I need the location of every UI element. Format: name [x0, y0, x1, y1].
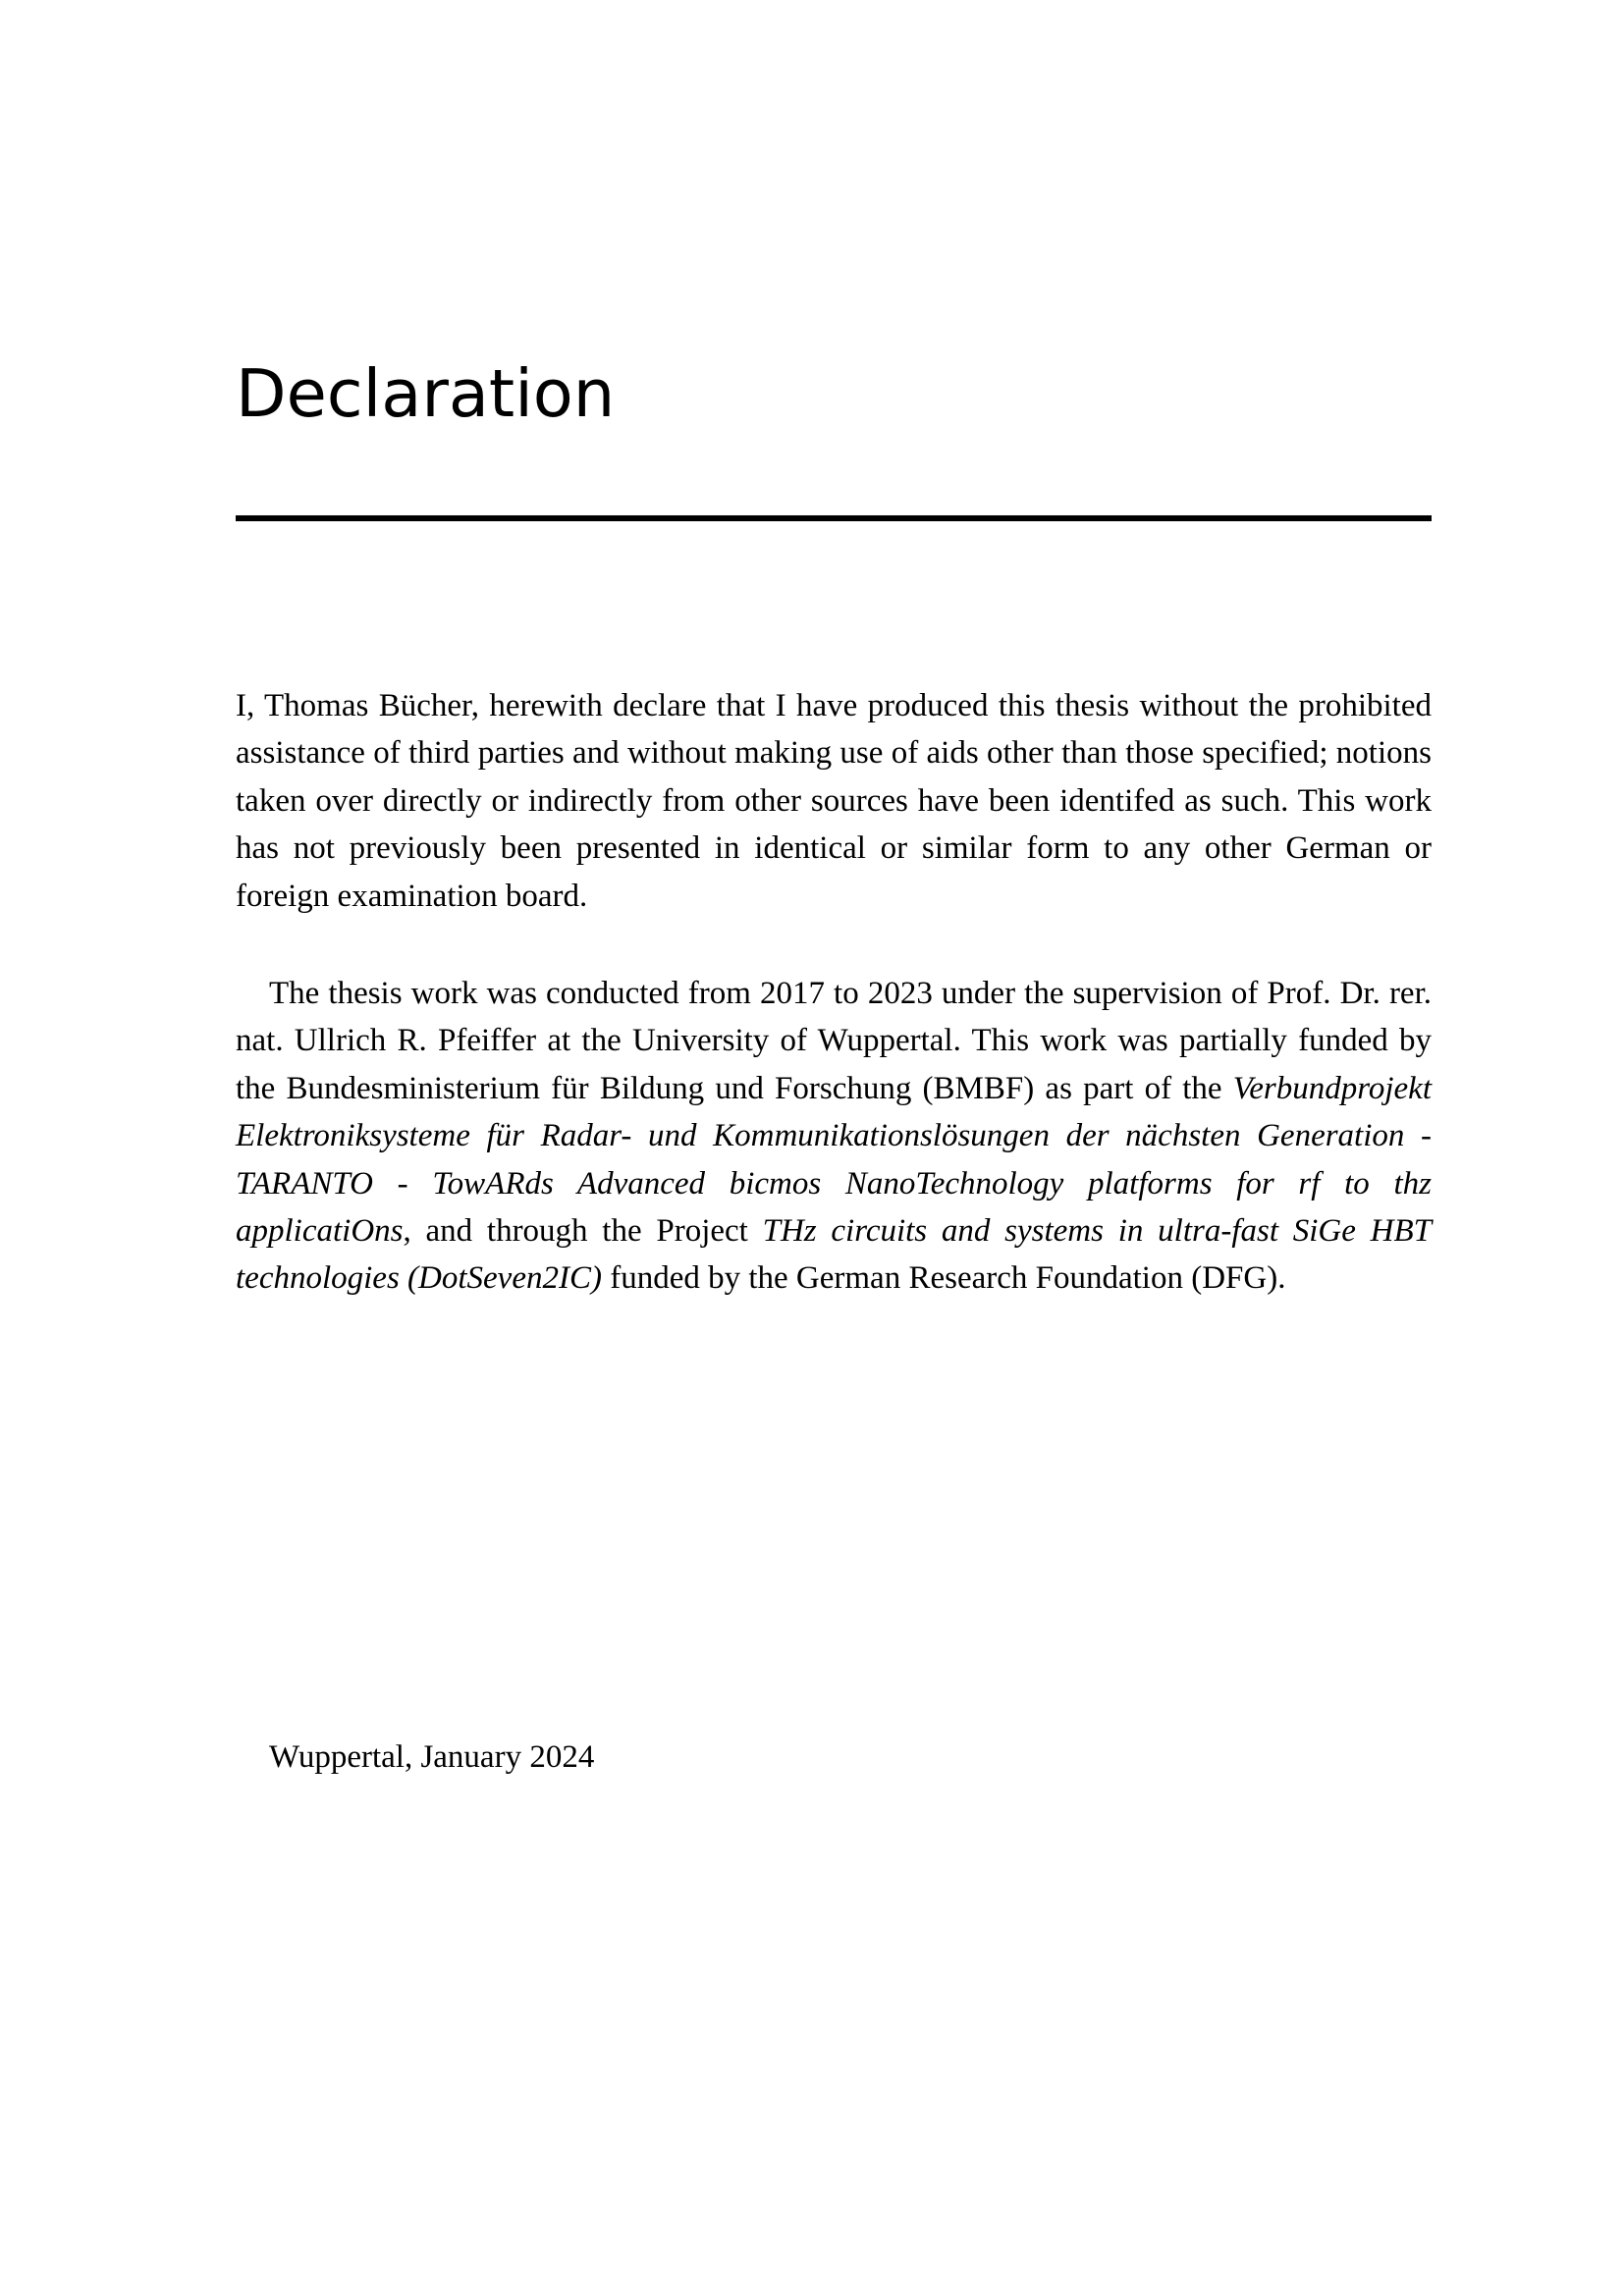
- title-divider: [236, 515, 1432, 521]
- project-title-taranto: Verbundprojekt Elektroniksysteme für Radar- und Kommunikationslösungen der nächsten Generation - TARANTO - TowARds Advanced bicmos NanoTechnology platforms for rf to thz applicatiOns: [236, 1070, 1432, 1250]
- funding-intro-text: The thesis work was conducted from 2017 to 2023 under the supervision of Prof. Dr. rer. nat. Ullrich R. Pfeiffer at the University of Wuppertal. This work was partially funded by the Bundesministerium für Bildung und Forschung (BMBF) as part of the: [236, 976, 1432, 1106]
- funding-paragraph: [236, 970, 1432, 1303]
- page-title: Declaration: [236, 355, 616, 432]
- place-and-date: Wuppertal, January 2024: [269, 1739, 595, 1775]
- funding-closing-text: funded by the German Research Foundation (DFG).: [601, 1260, 1286, 1297]
- project-title-dotseven2ic: THz circuits and systems in ultra-fast SiGe HBT technologies (DotSeven2IC): [236, 1213, 1432, 1297]
- funding-middle-text: , and through the Project: [403, 1213, 763, 1250]
- declaration-paragraph: I, Thomas Bücher, herewith declare that I have produced this thesis without the prohibited assistance of third parties and without making use of aids other than those specified; notions taken over directly or indirectly from other sources have been identifed as such. This work has not previously been presented in identical or similar form to any other German or foreign examination board.: [236, 688, 1432, 914]
